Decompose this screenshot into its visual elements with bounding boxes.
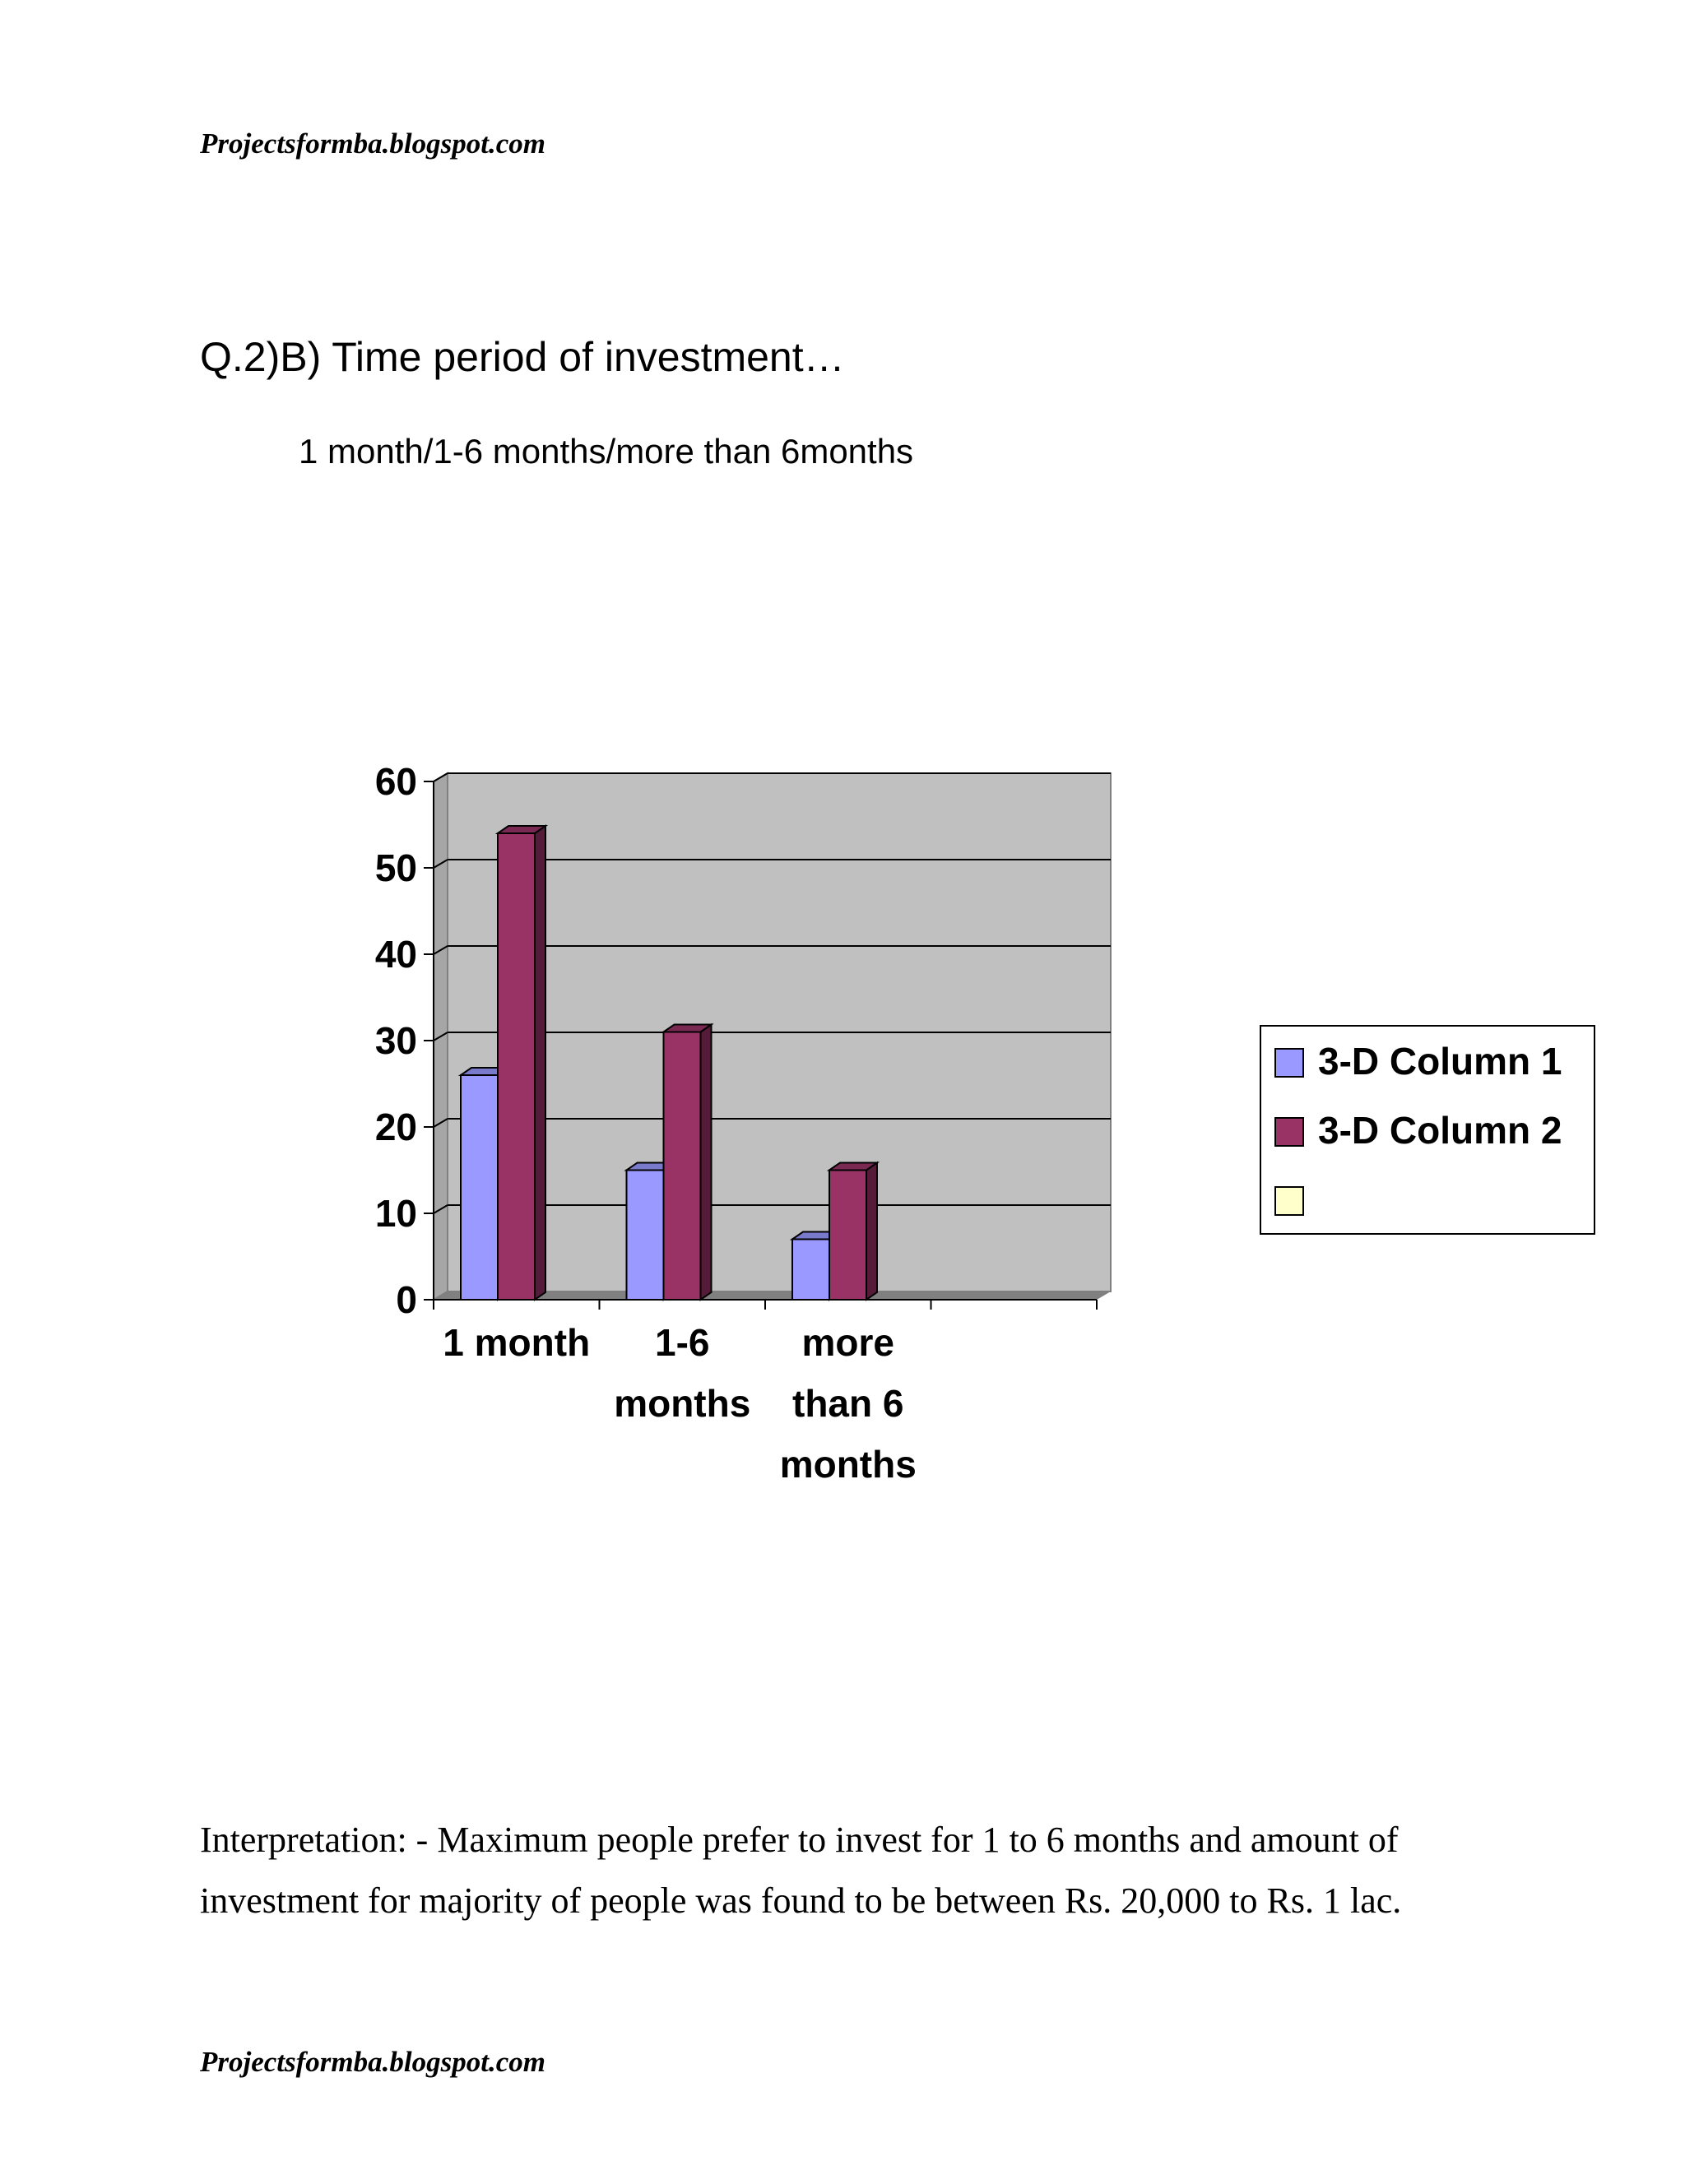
x-tick-label: than 6 bbox=[792, 1382, 904, 1425]
y-tick-label: 50 bbox=[374, 846, 417, 889]
x-tick-label: months bbox=[614, 1382, 751, 1425]
bar bbox=[664, 1032, 701, 1301]
x-tick-label: 1-6 bbox=[655, 1321, 710, 1364]
y-tick-label: 0 bbox=[396, 1278, 417, 1321]
header-site-url: Projectsformba.blogspot.com bbox=[200, 128, 545, 160]
legend-label: 3-D Column 2 bbox=[1318, 1109, 1562, 1152]
footer-site-url: Projectsformba.blogspot.com bbox=[200, 2046, 545, 2078]
bar-side bbox=[701, 1025, 712, 1301]
legend-swatch bbox=[1275, 1049, 1303, 1077]
bar bbox=[461, 1075, 498, 1300]
y-tick-label: 30 bbox=[374, 1019, 417, 1062]
bar bbox=[792, 1240, 829, 1301]
interpretation-text: Interpretation: - Maximum people prefer to invest for 1 to 6 months and amount of investment for majority of people was found to be between Rs. 20,000 to Rs. 1 lac. bbox=[200, 1820, 1402, 1921]
x-tick-label: 1 month bbox=[443, 1321, 591, 1364]
bar bbox=[829, 1171, 866, 1301]
bar bbox=[627, 1171, 664, 1301]
y-tick-label: 20 bbox=[374, 1106, 417, 1148]
legend-label: 3-D Column 1 bbox=[1318, 1040, 1562, 1083]
y-tick-label: 60 bbox=[374, 760, 417, 803]
question-options: 1 month/1-6 months/more than 6months bbox=[299, 432, 914, 471]
legend-swatch bbox=[1275, 1118, 1303, 1146]
legend-swatch bbox=[1275, 1187, 1303, 1215]
bar-side bbox=[866, 1163, 877, 1301]
x-tick-label: more bbox=[801, 1321, 894, 1364]
y-tick-label: 40 bbox=[374, 933, 417, 976]
x-tick-label: months bbox=[779, 1443, 917, 1486]
y-tick-label: 10 bbox=[374, 1192, 417, 1235]
bar bbox=[498, 833, 535, 1300]
bar-side bbox=[535, 826, 545, 1300]
question-title: Q.2)B) Time period of investment… bbox=[200, 334, 845, 380]
